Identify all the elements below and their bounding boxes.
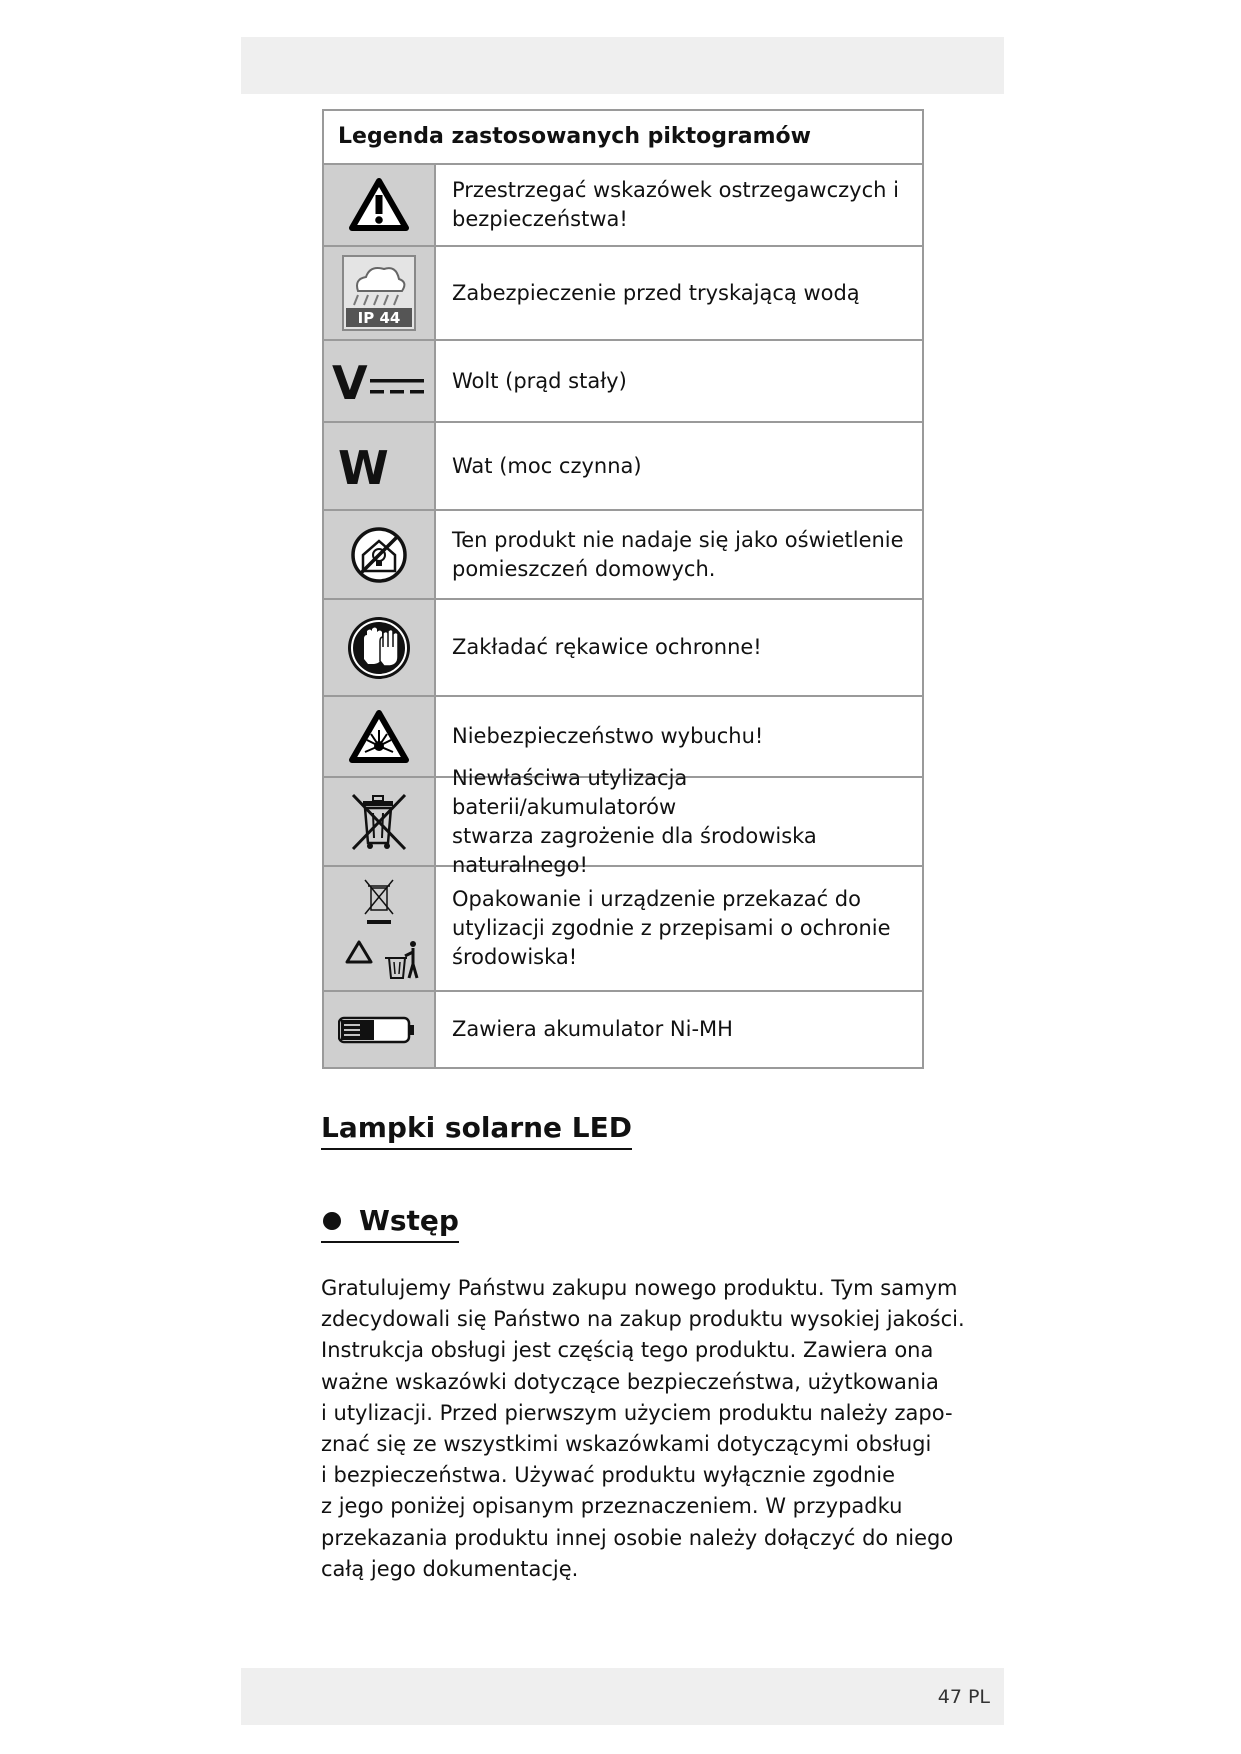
paragraph-line: i utylizacji. Przed pierwszym użyciem produktu należy zapo- — [321, 1400, 953, 1425]
page-number: 47 PL — [937, 1686, 990, 1708]
legend-title: Legenda zastosowanych piktogramów — [324, 111, 922, 165]
header-band — [241, 37, 1004, 94]
paragraph-line: zdecydowali się Państwo na zakup produktu wysokiej jakości. — [321, 1307, 965, 1332]
paragraph-line: ważne wskazówki dotyczące bezpieczeństwa, użytkowania — [321, 1369, 939, 1394]
crossed-bin-icon — [324, 778, 436, 865]
intro-paragraph — [321, 1273, 965, 1585]
ip44-splash-water-icon — [324, 247, 436, 339]
paragraph-line: przekazania produktu innej osobie należy dołączyć do niego — [321, 1525, 954, 1550]
paragraph-line: z jego poniżej opisanym przeznaczeniem. W przypadku — [321, 1494, 903, 1519]
protective-gloves-icon — [324, 600, 436, 695]
recycling-disposal-icon — [324, 867, 436, 990]
volt-symbol: V — [332, 357, 368, 405]
legend-row — [324, 341, 922, 423]
volt-dc-icon — [324, 341, 436, 421]
legend-row — [324, 423, 922, 511]
legend-text-line: Wolt (prąd stały) — [452, 368, 627, 393]
pictogram-legend-table — [322, 109, 924, 1069]
watt-icon — [324, 423, 436, 509]
ip44-label: IP 44 — [357, 309, 401, 327]
legend-row — [324, 765, 922, 877]
legend-row — [324, 511, 922, 600]
section-heading-intro-text: Wstęp — [359, 1204, 459, 1237]
explosion-hazard-icon — [324, 697, 436, 776]
legend-text-line: Niebezpieczeństwo wybuchu! — [452, 724, 764, 748]
watt-symbol: W — [338, 442, 389, 490]
not-for-household-lighting-icon — [324, 511, 436, 598]
paragraph-line: i bezpieczeństwa. Używać produktu wyłącznie zgodnie — [321, 1463, 896, 1488]
legend-text-line: pomieszczeń domowych. — [452, 556, 716, 581]
legend-row — [324, 600, 922, 697]
paragraph-line: Gratulujemy Państwu zakupu nowego produktu. Tym samym — [321, 1276, 958, 1300]
legend-row — [324, 867, 922, 992]
legend-row — [324, 165, 922, 247]
legend-text-line: Zawiera akumulator Ni-MH — [452, 1017, 733, 1041]
legend-text-line: bezpieczeństwa! — [452, 207, 628, 231]
legend-text-line: Zakładać rękawice ochronne! — [452, 635, 762, 659]
legend-text-line: Zabezpieczenie przed tryskającą wodą — [452, 280, 860, 305]
legend-text-line: stwarza zagrożenie dla środowiska naturalnego! — [452, 823, 817, 877]
legend-text-line: utylizacji zgodnie z przepisami o ochronie — [452, 916, 891, 940]
legend-text-line: Przestrzegać wskazówek ostrzegawczych i — [452, 178, 899, 202]
section-heading-intro — [321, 1203, 459, 1243]
section-heading-main: Lampki solarne LED — [321, 1110, 632, 1150]
nimh-battery-icon — [324, 992, 436, 1067]
paragraph-line: Instrukcja obsługi jest częścią tego produktu. Zawiera ona — [321, 1338, 934, 1363]
legend-text-line: środowiska! — [452, 945, 578, 969]
warning-triangle-icon — [324, 165, 436, 245]
legend-text-line: Wat (moc czynna) — [452, 453, 642, 478]
legend-row — [324, 992, 922, 1067]
bullet-icon — [323, 1212, 341, 1230]
legend-text-line: Niewłaściwa utylizacja baterii/akumulatorów — [452, 765, 688, 819]
paragraph-line: znać się ze wszystkimi wskazówkami dotyczącymi obsługi — [321, 1432, 932, 1457]
legend-text-line: Ten produkt nie nadaje się jako oświetlenie — [452, 527, 904, 552]
legend-text-line: Opakowanie i urządzenie przekazać do — [452, 887, 861, 911]
paragraph-line: całą jego dokumentację. — [321, 1556, 579, 1581]
footer-band — [241, 1668, 1004, 1725]
legend-row — [324, 247, 922, 341]
